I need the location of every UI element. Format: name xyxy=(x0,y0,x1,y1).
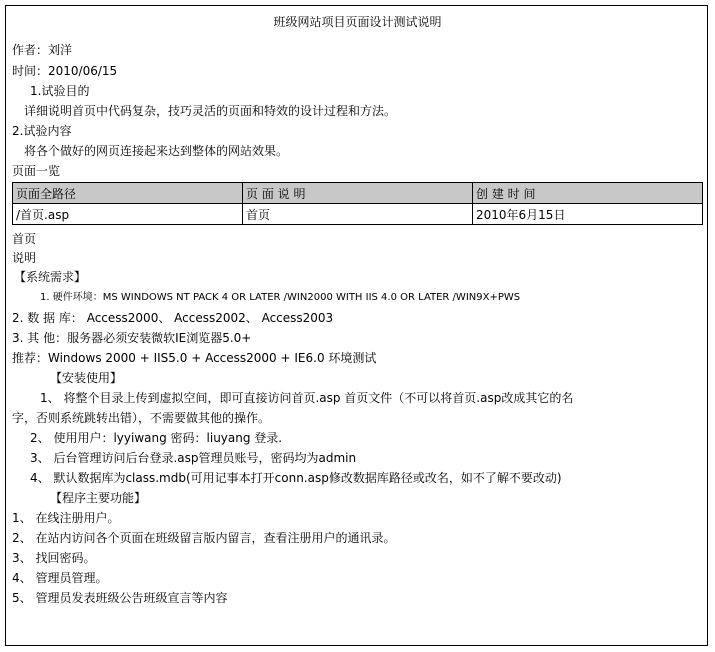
feature-item: 2、 在站内访问各个页面在班级留言版内留言，查看注册用户的通讯录。 xyxy=(12,531,396,545)
time-line: 时间：2010/06/15 xyxy=(12,64,118,78)
install-step-1a: 1、 将整个目录上传到虚拟空间，即可直接访问首页.asp 首页文件（不可以将首页.asp改成其它的名 xyxy=(40,391,574,405)
content-heading: 2.试验内容 xyxy=(12,124,72,138)
column-header-description: 页 面 说 明 xyxy=(243,183,473,204)
page-overview-table xyxy=(12,182,703,225)
author-line: 作者：刘洋 xyxy=(12,43,73,57)
purpose-heading: 1.试验目的 xyxy=(30,84,90,98)
cell-path: /首页.asp xyxy=(13,204,243,225)
req-database: 2. 数 据 库： Access2000、 Access2002、 Access2003 xyxy=(12,311,334,325)
install-heading: 【安装使用】 xyxy=(50,371,123,385)
install-step-1b: 字，否则系统跳转出错），不需要做其他的操作。 xyxy=(12,411,271,425)
req-recommend: 推荐：Windows 2000 + IIS5.0 + Access2000 + IE6.0 环境测试 xyxy=(12,351,377,365)
install-step-2: 2、 使用用户：lyyiwang 密码：liuyang 登录. xyxy=(30,431,283,445)
document-title: 班级网站项目页面设计测试说明 xyxy=(273,15,442,29)
feature-item: 3、 找回密码。 xyxy=(12,551,96,565)
features-heading: 【程序主要功能】 xyxy=(50,491,147,505)
req-other: 3. 其 他：服务器必须安装微软IE浏览器5.0+ xyxy=(12,331,252,345)
section-description: 说明 xyxy=(12,251,37,265)
column-header-created: 创 建 时 间 xyxy=(473,183,703,204)
install-step-4: 4、 默认数据库为class.mdb(可用记事本打开conn.asp修改数据库路径或改名，如不了解不要改动) xyxy=(30,471,562,485)
section-homepage: 首页 xyxy=(12,232,37,246)
feature-item: 4、 管理员管理。 xyxy=(12,571,108,585)
table-row xyxy=(13,204,703,225)
table-header-row xyxy=(13,183,703,204)
column-header-path: 页面全路径 xyxy=(13,183,243,204)
cell-created: 2010年6月15日 xyxy=(473,204,703,225)
requirements-heading: 【系统需求】 xyxy=(14,270,87,284)
overview-heading: 页面一览 xyxy=(12,164,61,178)
feature-item: 1、 在线注册用户。 xyxy=(12,511,120,525)
cell-description: 首页 xyxy=(243,204,473,225)
req-hardware: 1. 硬件环境：MS WINDOWS NT PACK 4 OR LATER /WIN2000 WITH IIS 4.0 OR LATER /WIN9X+PWS xyxy=(40,292,521,303)
purpose-text: 详细说明首页中代码复杂，技巧灵活的页面和特效的设计过程和方法。 xyxy=(24,104,397,118)
feature-item: 5、 管理员发表班级公告班级宣言等内容 xyxy=(12,591,228,605)
content-text: 将各个做好的网页连接起来达到整体的网站效果。 xyxy=(24,144,289,158)
install-step-3: 3、 后台管理访问后台登录.asp管理员账号，密码均为admin xyxy=(30,451,357,465)
